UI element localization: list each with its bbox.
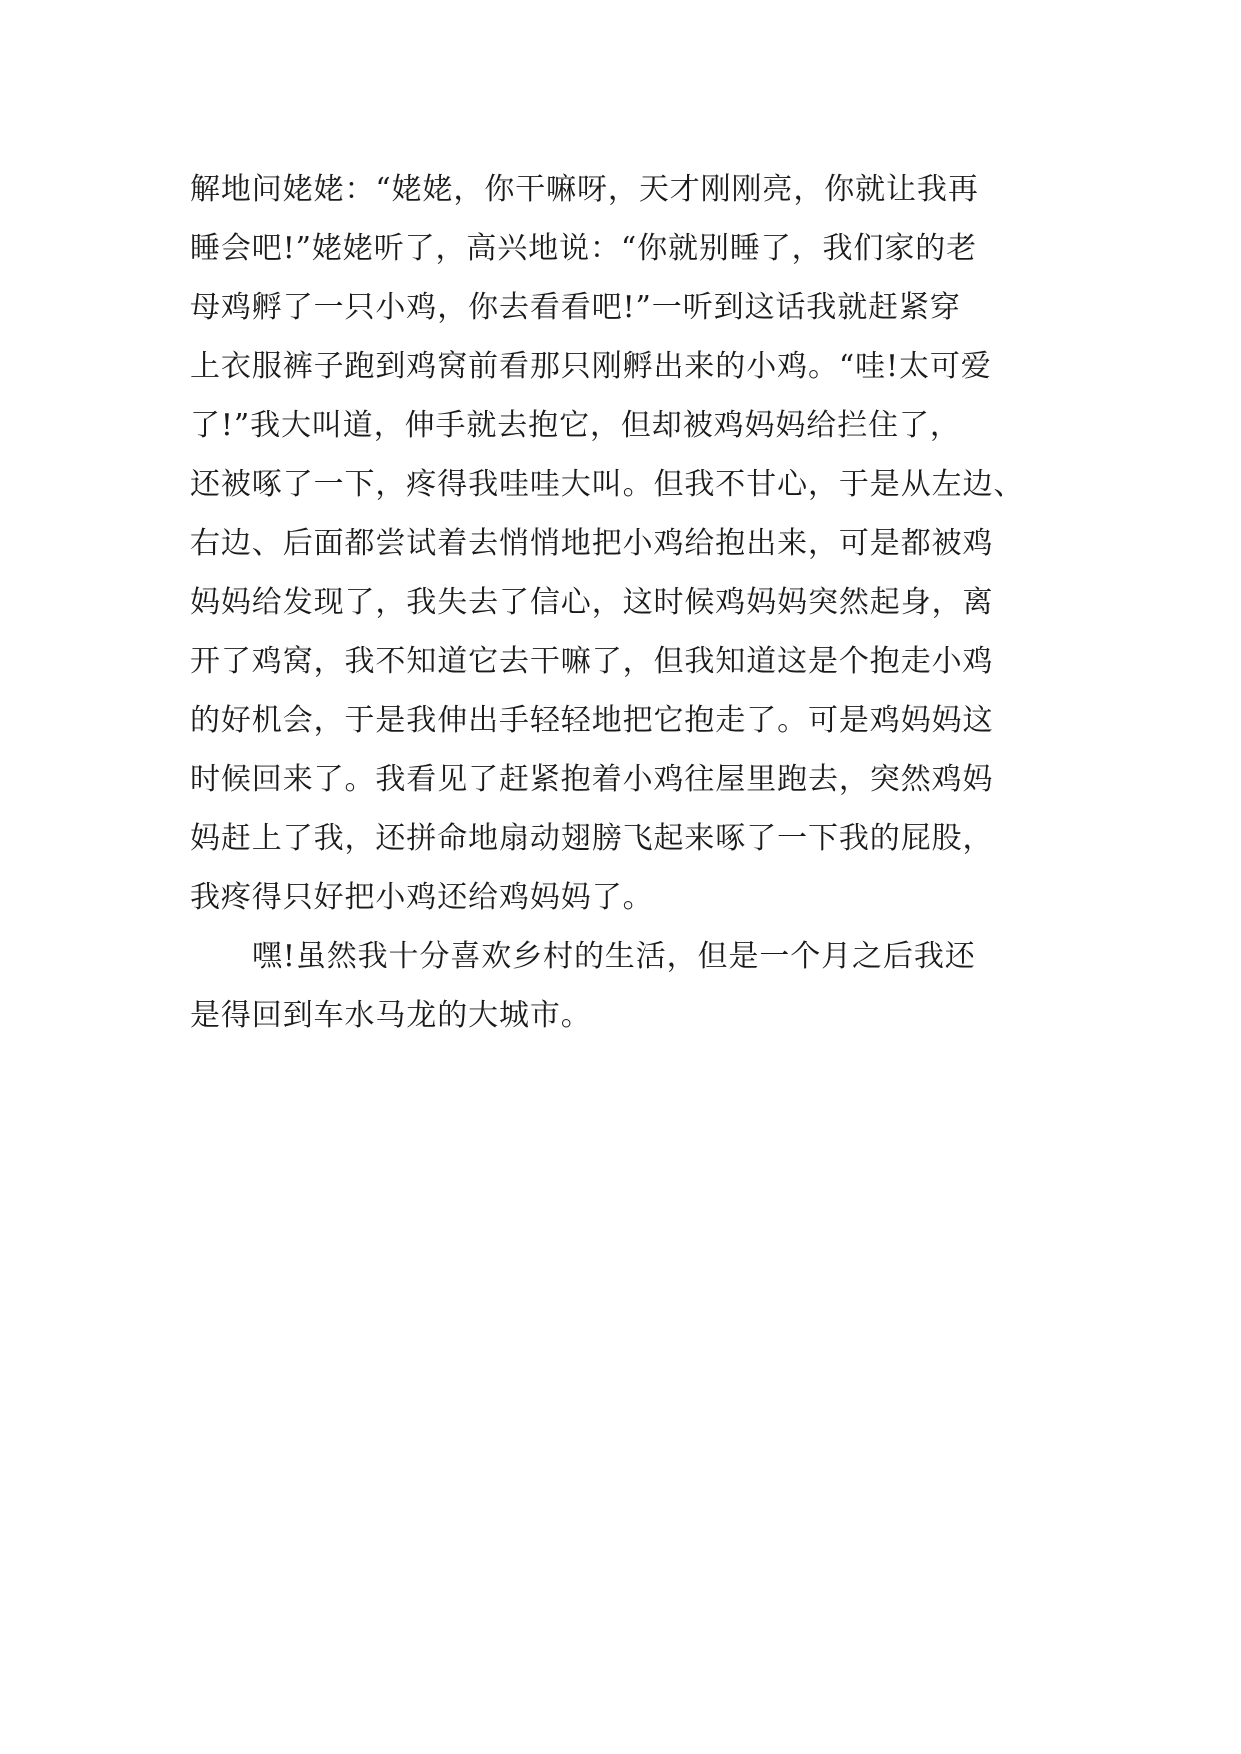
text-line: 开了鸡窝，我不知道它去干嘛了，但我知道这是个抱走小鸡 [190, 644, 994, 679]
paragraph-first-line: 嘿!虽然我十分喜欢乡村的生活，但是一个月之后我还 [252, 939, 976, 974]
text-line: 上衣服裤子跑到鸡窝前看那只刚孵出来的小鸡。“哇!太可爱 [190, 349, 992, 384]
text-line: 睡会吧!”姥姥听了，高兴地说：“你就别睡了，我们家的老 [190, 231, 978, 266]
text-line: 解地问姥姥：“姥姥，你干嘛呀，天才刚刚亮，你就让我再 [190, 172, 979, 207]
text-line: 是得回到车水马龙的大城市。 [190, 998, 592, 1033]
text-line: 的好机会，于是我伸出手轻轻地把它抱走了。可是鸡妈妈这 [190, 703, 994, 738]
text-line: 时候回来了。我看见了赶紧抱着小鸡往屋里跑去，突然鸡妈 [190, 762, 994, 797]
text-line: 母鸡孵了一只小鸡，你去看看吧!”一听到这话我就赶紧穿 [190, 290, 961, 325]
text-line: 妈妈给发现了，我失去了信心，这时候鸡妈妈突然起身，离 [190, 585, 994, 620]
text-line: 了!”我大叫道，伸手就去抱它，但却被鸡妈妈给拦住了， [190, 408, 961, 443]
body-text [190, 160, 1070, 1045]
text-line: 妈赶上了我，还拼命地扇动翅膀飞起来啄了一下我的屁股， [190, 821, 994, 856]
text-line: 我疼得只好把小鸡还给鸡妈妈了。 [190, 880, 654, 915]
text-line: 右边、后面都尝试着去悄悄地把小鸡给抱出来，可是都被鸡 [190, 526, 994, 561]
text-line: 还被啄了一下，疼得我哇哇大叫。但我不甘心，于是从左边、 [190, 467, 1025, 502]
